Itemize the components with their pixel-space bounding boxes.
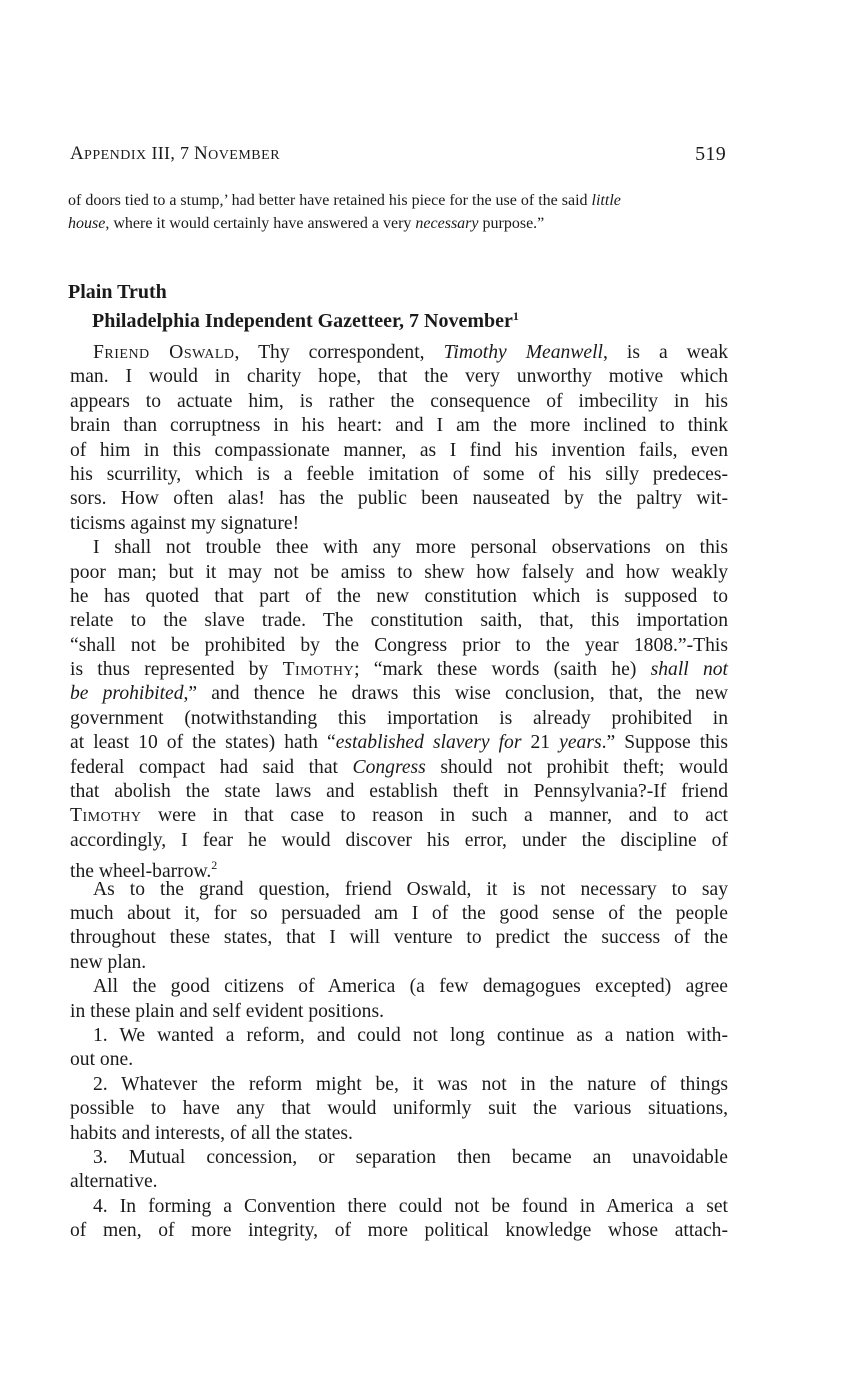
italic-text: Timothy Meanwell [443,342,603,363]
body-line [70,731,728,755]
body-line [70,878,728,902]
body-line [70,1219,728,1243]
italic-text: established slavery for [335,732,531,754]
lead-line [68,189,726,212]
body-line [70,414,728,438]
text-run: much about it, for so persuaded am I of the good sense of the people [70,902,728,924]
body-line [70,634,728,658]
text-run: 21 [530,732,551,754]
running-head-part: III, 7 [146,143,195,163]
body-line [70,1024,728,1048]
text-run: 1. We wanted a reform, and could not long continue as a nation with- [93,1024,728,1046]
text-run: alternative. [70,1171,158,1193]
body-line [70,512,728,536]
body-line [70,1122,728,1146]
italic-text: be prohibited [70,683,184,705]
body-line [70,585,728,609]
body-line [70,756,728,780]
italic-text: necessary [415,215,479,232]
body-line [70,682,728,706]
text-run: the wheel-barrow. [70,861,212,883]
article-title: Plain Truth [68,281,167,303]
article-body [70,341,728,1243]
italic-text: little [591,192,621,209]
running-head-smallcaps: OVEMBER [208,148,281,163]
text-run: in these plain and self evident positions. [70,1000,384,1022]
text-run: of him in this compassionate manner, as I find his invention fails, even [70,439,728,461]
text-run: As to the grand question, friend Oswald, it is not necessary to say [93,878,728,900]
italic-text: Congress [352,756,426,778]
body-line [70,829,728,853]
body-line [70,658,728,682]
text-run: poor man; but it may not be amiss to shew how falsely and how weakly [70,561,728,583]
body-line [70,975,728,999]
text-run: man. I would in charity hope, that the very unworthy motive which [70,366,728,388]
text-run: at least 10 of the states) hath “ [70,732,336,754]
text-run: accordingly, I fear he would discover his error, under the discipline of [70,829,728,851]
text-run: were in that case to reason in such a manner, and to act [141,805,728,827]
text-run: new plan. [70,951,147,973]
body-line [70,487,728,511]
body-line [70,463,728,487]
body-line [70,536,728,560]
text-run: 2. Whatever the reform might be, it was not in the nature of things [93,1073,728,1095]
body-line [70,561,728,585]
body-line [70,609,728,633]
smallcaps-text: Friend Oswald [93,342,235,363]
body-line [70,1048,728,1072]
text-run: possible to have any that would uniformly suit the various situations, [70,1098,728,1120]
text-run: , is a weak [602,342,728,363]
text-run: of doors tied to a stump,’ had better have retained his piece for the use of the said [68,192,592,209]
body-line [70,951,728,975]
body-line [70,1097,728,1121]
footnote-reference: 1 [512,309,519,323]
running-head-cap: N [194,143,209,164]
body-line [70,1000,728,1024]
text-run: of men, of more integrity, of more political knowledge whose attach- [70,1220,728,1242]
page-number: 519 [695,143,726,165]
text-run: government (notwithstanding this importation is already prohibited in [70,707,728,729]
footnote-reference: 2 [211,858,218,873]
running-head-smallcaps: PPENDIX [84,148,147,163]
text-run: “shall not be prohibited by the Congress prior to the year 1808.”-This [70,634,728,656]
text-run: his scurrility, which is a feeble imitation of some of his silly predeces- [70,463,728,485]
body-line [70,804,728,828]
running-head [70,143,726,169]
body-line [70,707,728,731]
text-run: , Thy correspondent, [234,342,444,363]
text-run: ; “mark these words (saith he) [354,659,651,681]
continued-text-from-previous-page [68,189,726,235]
body-line [70,780,728,804]
smallcaps-text: Timothy [70,805,142,827]
text-run: 4. In forming a Convention there could not be found in America a set [93,1195,728,1217]
text-run: ticisms against my signature! [70,512,300,534]
body-line [70,341,728,365]
italic-text: years [550,732,602,754]
text-run: All the good citizens of America (a few demagogues excepted) agree [93,976,728,998]
body-line [70,365,728,389]
body-line [70,390,728,414]
article-source [92,304,748,333]
text-run: ,” and thence he draws this wise conclusion, that, the new [183,683,728,705]
lead-line [68,212,726,235]
italic-text: shall not [650,659,728,681]
text-run: 3. Mutual concession, or separation then became an unavoidable [93,1146,728,1168]
body-line [70,902,728,926]
body-line [70,1170,728,1194]
text-run: I shall not trouble thee with any more personal observations on this [93,537,728,559]
body-line [70,1073,728,1097]
text-run: is thus represented by [70,659,283,681]
text-run: , where it would certainly have answered a very [105,215,416,232]
text-run: habits and interests, of all the states. [70,1122,353,1144]
text-run: appears to actuate him, is rather the consequence of imbecility in his [70,390,728,412]
body-line [70,1195,728,1219]
body-line [70,853,728,883]
text-run: federal compact had said that [70,756,353,778]
text-run: sors. How often alas! has the public been nauseated by the paltry wit- [70,488,728,510]
running-head-cap: A [70,143,85,164]
body-line [70,926,728,950]
text-run: relate to the slave trade. The constitution saith, that, this importation [70,610,728,632]
running-head-title [70,143,280,165]
italic-text: house [68,215,106,232]
body-line [70,439,728,463]
text-run: out one. [70,1049,134,1071]
article-heading [68,280,748,333]
article-source-text: Philadelphia Independent Gazetteer, 7 November [92,310,513,332]
smallcaps-text: Timothy [282,659,355,681]
text-run: purpose.” [478,215,545,232]
text-run: that abolish the state laws and establish theft in Pennsylvania?-If friend [70,781,728,803]
text-run: brain than corruptness in his heart: and I am the more inclined to think [70,415,728,437]
text-run: throughout these states, that I will venture to predict the success of the [70,927,728,949]
body-line [70,1146,728,1170]
text-run: he has quoted that part of the new constitution which is supposed to [70,585,728,607]
text-run: .” Suppose this [601,732,729,754]
text-run: should not prohibit theft; would [425,756,728,778]
